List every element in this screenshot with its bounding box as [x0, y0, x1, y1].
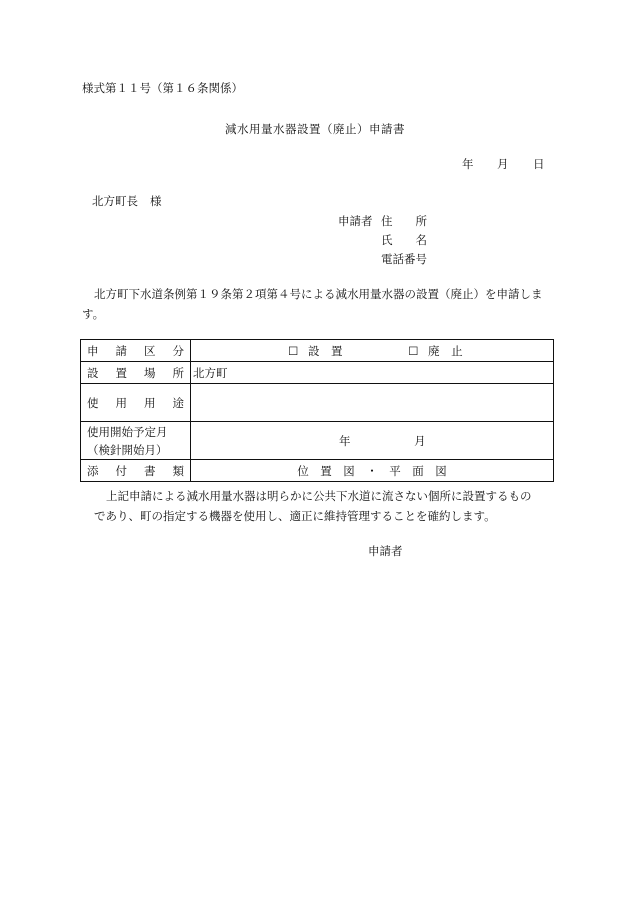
pledge-text-line-1: 上記申請による減水用量水器は明らかに公共下水道に流さない個所に設置するもの	[106, 489, 532, 503]
application-statement: 北方町下水道条例第１９条第２項第４号による減水用量水器の設置（廃止）を申請します。	[82, 287, 543, 321]
application-table	[80, 339, 554, 482]
start-month-field[interactable]	[191, 422, 554, 460]
usage-purpose-field[interactable]	[191, 384, 554, 422]
application-type-options	[191, 340, 554, 362]
table-row	[81, 422, 554, 460]
pledge-signer-label: 申請者	[368, 544, 403, 558]
addressee-suffix: 様	[150, 194, 162, 208]
installation-location-field[interactable]: 北方町	[191, 362, 554, 384]
applicant-address-label: 住 所	[381, 214, 427, 228]
date-day-label: 日	[533, 157, 545, 171]
start-year-label: 年	[339, 433, 351, 448]
applicant-phone-label: 電話番号	[381, 252, 427, 266]
applicant-label: 申請者	[338, 214, 373, 228]
start-month-label: 使用開始予定月 （検針開始月）	[81, 422, 191, 460]
attachments-value: 位 置 図 ・ 平 面 図	[191, 460, 554, 482]
start-month-unit-label: 月	[414, 433, 426, 448]
install-option-label: 設 置	[307, 343, 343, 358]
date-year-label: 年	[462, 157, 474, 171]
usage-purpose-label: 使 用 用 途	[81, 384, 191, 422]
abolish-checkbox-icon[interactable]: ☐	[408, 343, 419, 358]
install-checkbox-icon[interactable]: ☐	[288, 343, 299, 358]
applicant-name-label: 氏 名	[381, 233, 427, 247]
attachments-label: 添 付 書 類	[81, 460, 191, 482]
pledge-text-line-2: であり、町の指定する機器を使用し、適正に維持管理することを確約します。	[94, 509, 496, 523]
table-row	[81, 460, 554, 482]
abolish-option[interactable]	[408, 343, 462, 359]
install-option[interactable]	[288, 343, 342, 359]
table-row	[81, 362, 554, 384]
document-title: 減水用量水器設置（廃止）申請書	[225, 122, 405, 136]
form-number: 様式第１１号（第１６条関係）	[82, 81, 243, 95]
installation-location-label: 設 置 場 所	[81, 362, 191, 384]
addressee-name: 北方町長	[92, 194, 138, 208]
table-row	[81, 384, 554, 422]
abolish-option-label: 廃 止	[428, 343, 463, 358]
date-month-label: 月	[497, 157, 509, 171]
application-type-label: 申 請 区 分	[81, 340, 191, 362]
table-row	[81, 340, 554, 362]
